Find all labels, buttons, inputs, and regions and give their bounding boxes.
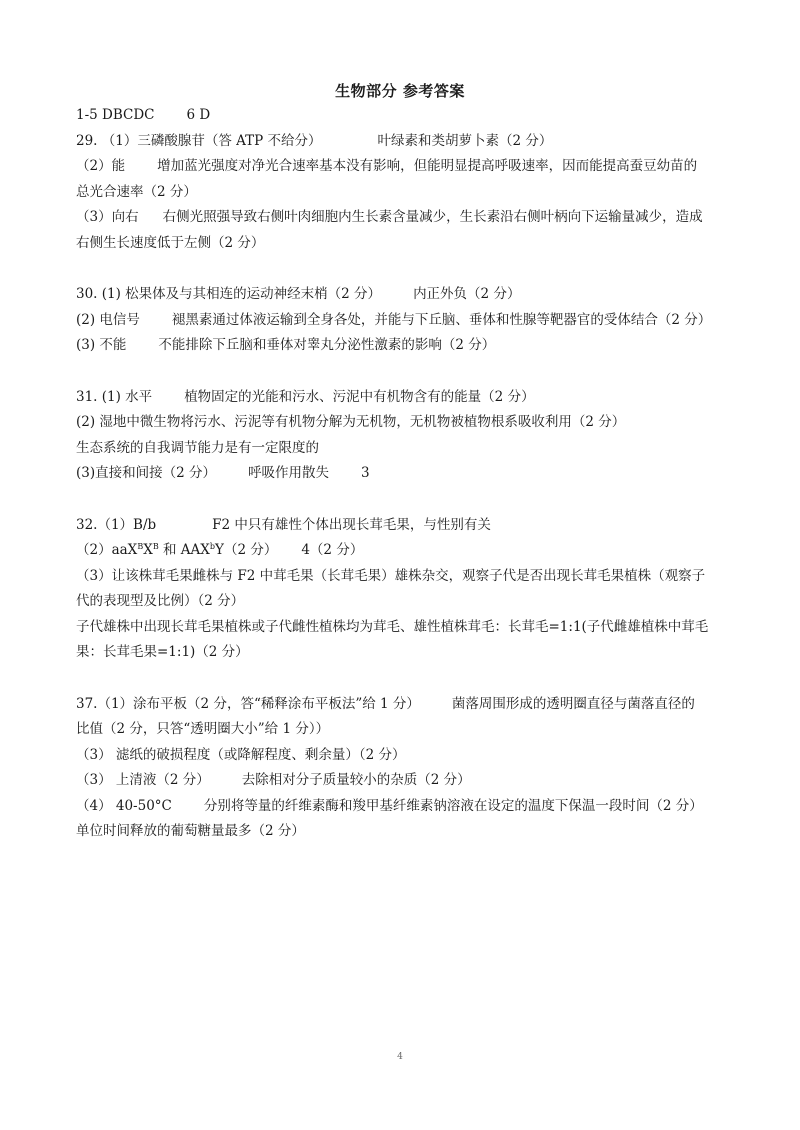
q30-3-text: (3) 不能 — [76, 337, 127, 353]
q29-1-text-b: 叶绿素和类胡萝卜素（2 分） — [377, 132, 553, 149]
q29-3-text: （3）向右 — [76, 209, 139, 225]
answer-line-37-4 — [76, 794, 736, 820]
q29-2-text-b: 增加蓝光强度对净光合速率基本没有影响，但能明显提高呼吸速率，因而能提高蚕豆幼苗的 — [157, 158, 698, 174]
page-number: 4 — [397, 1052, 403, 1062]
q30-2-text: (2) 电信号 — [76, 311, 140, 328]
allele-superscript: B — [137, 542, 144, 551]
answer-line-32-1 — [76, 513, 736, 539]
answer-line-30-1 — [76, 282, 736, 308]
answer-line-37-3 — [76, 743, 736, 769]
q31-1-text-b: 植物固定的光能和污水、污泥中有机物含有的能量（2 分） — [184, 388, 535, 405]
answer-line-31-1 — [76, 385, 736, 411]
q37-1-text-c: 比值（2 分，只答“透明圈大小”给 1 分）） — [76, 721, 330, 737]
answer-line-mc — [76, 103, 736, 129]
q30-1-text-b: 内正外负（2 分） — [413, 286, 521, 302]
spacer — [76, 487, 736, 513]
answer-line-30-3 — [76, 333, 736, 359]
answer-line-37-1c — [76, 717, 736, 743]
spacer — [76, 256, 736, 282]
q29-3-text-c: 右侧生长速度低于左侧（2 分） — [76, 234, 265, 251]
q29-3-text-b: 右侧光照强导致右侧叶肉细胞内生长素含量减少，生长素沿右侧叶柄向下运输量减少，造成 — [162, 209, 703, 225]
q29-1-text: 29. （1）三磷酸腺苷（答 ATP 不给分） — [76, 132, 322, 149]
q37-4-text-c: 单位时间释放的葡萄糖量最多（2 分） — [76, 823, 305, 839]
answer-line-37-4c — [76, 819, 736, 845]
q32-2-text: （2）aaX — [76, 542, 138, 558]
q31-2-text-b: 生态系统的自我调节能力是有一定限度的 — [76, 439, 319, 456]
q31-3-text-b: 呼吸作用散失 — [248, 465, 330, 481]
spacer — [76, 359, 736, 385]
answer-line-29-2 — [76, 154, 736, 180]
answer-line-37-1 — [76, 692, 736, 718]
q32-3-text-d: 果：长茸毛果=1:1)（2 分） — [76, 644, 249, 660]
answer-line-32-2 — [76, 538, 736, 564]
answer-line-32-3c — [76, 615, 736, 641]
q37-4-text: （4） 40-50°C — [76, 797, 172, 814]
answer-line-37-3b — [76, 768, 736, 794]
q32-3-text-c: 子代雄株中出现长茸毛果植株或子代雌性植株均为茸毛、雄性植株茸毛：长茸毛=1:1(子代雌雄植株中茸毛 — [76, 618, 709, 635]
q32-3-text: （3）让该株茸毛果雌株与 F2 中茸毛果（长茸毛果）雄株杂交，观察子代是否出现长茸毛果植株（观察子 — [76, 567, 706, 584]
q31-2-text: (2) 湿地中微生物将污水、污泥等有机物分解为无机物，无机物被植物根系吸收利用（2 分） — [76, 414, 626, 430]
q30-1-text: 30. (1) 松果体及与其相连的运动神经末梢（2 分） — [76, 286, 382, 302]
q37-3b-text: （3） 上清液（2 分） — [76, 772, 210, 788]
q32-2-text-d: Y（2 分） — [215, 542, 278, 558]
q31-3-text-c: 3 — [361, 465, 370, 481]
q37-1-text: 37.（1）涂布平板（2 分，答“稀释涂布平板法”给 1 分） — [76, 695, 420, 712]
q32-1-text-b: F2 中只有雄性个体出现长茸毛果，与性别有关 — [212, 516, 491, 533]
q29-2-text-c: 总光合速率（2 分） — [76, 183, 197, 200]
answer-line-29-2c — [76, 180, 736, 206]
q37-3-text: （3） 滤纸的破损程度（或降解程度、剩余量）（2 分） — [76, 746, 406, 763]
answer-line-29-3c — [76, 231, 736, 257]
answer-line-29-1 — [76, 129, 736, 155]
q32-1-text: 32.（1）B/b — [76, 516, 157, 533]
q32-2-text-b: X — [143, 542, 153, 558]
answer-line-31-3 — [76, 461, 736, 487]
q32-3-text-b: 代的表现型及比例）（2 分） — [76, 593, 245, 609]
q31-1-text: 31. (1) 水平 — [76, 388, 153, 405]
q37-1-text-b: 菌落周围形成的透明圈直径与菌落直径的 — [451, 695, 695, 712]
q32-2-text-c: 和 AAX — [158, 542, 210, 558]
q37-4-text-b: 分别将等量的纤维素酶和羧甲基纤维素钠溶液在设定的温度下保温一段时间（2 分） — [203, 797, 703, 814]
q30-2-text-b: 褪黑素通过体液运输到全身各处，并能与下丘脑、垂体和性腺等靶器官的受体结合（2 分） — [171, 311, 712, 328]
answer-line-30-2 — [76, 308, 736, 334]
allele-superscript: B — [152, 542, 159, 551]
q32-2-text-e: 4（2 分） — [301, 542, 364, 558]
answer-line-31-2 — [76, 410, 736, 436]
q37-3b-text-b: 去除相对分子质量较小的杂质（2 分） — [241, 772, 471, 788]
answer-line-31-2b — [76, 436, 736, 462]
answer-line-32-3b — [76, 589, 736, 615]
answer-line-32-3d — [76, 640, 736, 666]
answer-line-29-3 — [76, 205, 736, 231]
page-title: 生物部分 参考答案 — [335, 82, 465, 100]
q31-3-text: (3)直接和间接（2 分） — [76, 465, 217, 481]
answer-content — [76, 103, 736, 845]
q29-2-text: （2）能 — [76, 158, 126, 174]
answer-line-32-3 — [76, 564, 736, 590]
q30-3-text-b: 不能排除下丘脑和垂体对睾丸分泌性激素的影响（2 分） — [158, 337, 496, 353]
mc-answers-1-5: 1-5 DBCDC — [76, 107, 155, 123]
spacer — [76, 666, 736, 692]
allele-superscript: b — [209, 542, 216, 551]
mc-answer-6: 6 D — [186, 107, 211, 123]
